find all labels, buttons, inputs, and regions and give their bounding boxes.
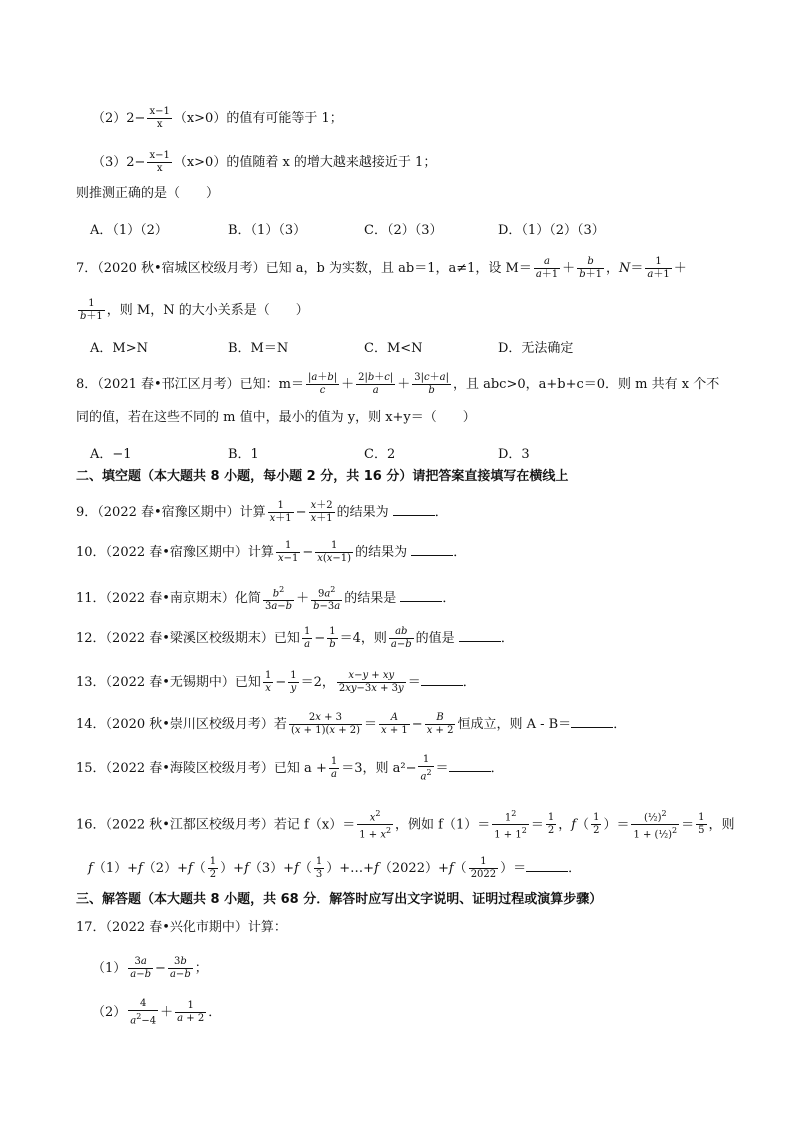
q9: 9．（2022 春•宿豫区期中）计算 $\frac{1}{x+1}$ − $\frac{x+2}{x+1}$ 的结果为 ．	[76, 500, 448, 524]
q16-line1: 16．（2022 秋•江都区校级月考）若记 f（x）＝ $\frac{x^2}{1 + x^2}$ ，例如 f（1）＝ $\frac{1^2}{1 + 1^2}$ ＝ $\frac{1}{2}$ ，f（ $\frac{1}{2}$ ）＝ $\frac{(\frac{1}{2})^2}{1 + (\frac{1}{2})^2}$ ＝ $\frac{1}{5}$ ，则	[76, 809, 735, 841]
q14: 14．（2020 秋•崇川区校级月考）若 $\frac{2x + 3}{(x + 1)(x + 2)}$ ＝ $\frac{A}{x + 1}$ − $\frac{B}{x + 2}$ 恒成立，则 A - B＝ ．	[76, 712, 627, 736]
q15: 15．（2022 春•海陵区校级月考）已知 a + $\frac{1}{a}$ ＝3，则 a²− $\frac{1}{a^2}$ ＝ ．	[76, 754, 504, 783]
q15-answer-blank[interactable]	[449, 759, 491, 772]
q6-option-a[interactable]: A．（1）（2）	[90, 223, 168, 238]
q8-option-c[interactable]: C．2	[364, 447, 396, 462]
q8-option-b[interactable]: B．1	[228, 447, 259, 462]
q11: 11．（2022 春•南京期末）化简 $\frac{b^2}{3a-b}$ ＋ $\frac{9a^2}{b-3a}$ 的结果是 ．	[76, 585, 456, 613]
q7-option-d[interactable]: D．无法确定	[498, 341, 574, 356]
q8-option-a[interactable]: A．−1	[90, 447, 132, 462]
q6-option-c[interactable]: C．（2）（3）	[364, 223, 443, 238]
q12-answer-blank[interactable]	[459, 629, 501, 642]
q17-title: 17．（2022 春•兴化市期中）计算：	[76, 920, 287, 935]
q7-option-a[interactable]: A．M>N	[90, 341, 148, 356]
q7-option-b[interactable]: B．M＝N	[228, 341, 289, 356]
q8-line2: 同的值，若在这些不同的 m 值中，最小的值为 y，则 x+y＝（ ）	[76, 410, 476, 425]
section-2-heading: 二、填空题（本大题共 8 小题，每小题 2 分，共 16 分）请把答案直接填写在横线上	[76, 469, 569, 484]
q8-option-d[interactable]: D．3	[498, 447, 530, 462]
q11-answer-blank[interactable]	[400, 589, 442, 602]
q7-line2: $\frac{1}{b+1}$ ，则 M，N 的大小关系是（ ）	[80, 298, 309, 322]
q17-part2: （2） $\frac{4}{a^2-4}$ ＋ $\frac{1}{a + 2}$ ．	[92, 998, 222, 1027]
q9-answer-blank[interactable]	[393, 503, 435, 516]
q6-item3: （3）2− $\frac{x-1}{x}$ （x>0）的值随着 x 的增大越来越接近于 1；	[92, 150, 437, 174]
q6-option-b[interactable]: B．（1）（3）	[228, 223, 307, 238]
q7-option-c[interactable]: C．M<N	[364, 341, 423, 356]
q6-option-d[interactable]: D．（1）（2）（3）	[498, 223, 605, 238]
section-3-heading: 三、解答题（本大题共 8 小题，共 68 分．解答时应写出文字说明、证明过程或演算步骤）	[76, 892, 603, 907]
q16-answer-blank[interactable]	[526, 859, 568, 872]
q6-prompt: 则推测正确的是（ ）	[76, 186, 220, 201]
q13-answer-blank[interactable]	[421, 673, 463, 686]
q12: 12．（2022 春•梁溪区校级期末）已知 $\frac{1}{a}$ − $\frac{1}{b}$ ＝4，则 $\frac{ab}{a-b}$ 的值是 ．	[76, 626, 514, 650]
q7-line1: 7．（2020 秋•宿城区校级月考）已知 a，b 为实数，且 ab＝1，a≠1，设 M＝ $\frac{a}{a+1}$ ＋ $\frac{b}{b+1}$ ，N＝ $\frac{1}{a+1}$ ＋	[76, 256, 687, 280]
q14-answer-blank[interactable]	[571, 715, 613, 728]
q13: 13．（2022 春•无锡期中）已知 $\frac{1}{x}$ − $\frac{1}{y}$ ＝2， $\frac{x-y + xy}{2xy-3x + 3y}$ ＝ ．	[76, 670, 476, 694]
q6-item2: （2）2− $\frac{x-1}{x}$ （x>0）的值有可能等于 1；	[92, 106, 343, 130]
q8-line1: 8．（2021 春•邗江区月考）已知：m＝ $\frac{|a+b|}{c}$ ＋ $\frac{2|b+c|}{a}$ ＋ $\frac{3|c+a|}{b}$ ，且 abc>0，a+b+c＝0．则 m 共有 x 个不	[76, 372, 720, 396]
q10: 10．（2022 春•宿豫区期中）计算 $\frac{1}{x-1}$ − $\frac{1}{x(x-1)}$ 的结果为 ．	[76, 540, 467, 564]
q10-answer-blank[interactable]	[411, 543, 453, 556]
q17-part1: （1） $\frac{3a}{a-b}$ − $\frac{3b}{a-b}$ ；	[92, 956, 208, 980]
q16-line2: f（1）+f（2）+f（ $\frac{1}{2}$ ）+f（3）+f（ $\frac{1}{3}$ ）+…+f（2022）+f（ $\frac{1}{2022}$ ）＝ ．	[88, 856, 582, 880]
